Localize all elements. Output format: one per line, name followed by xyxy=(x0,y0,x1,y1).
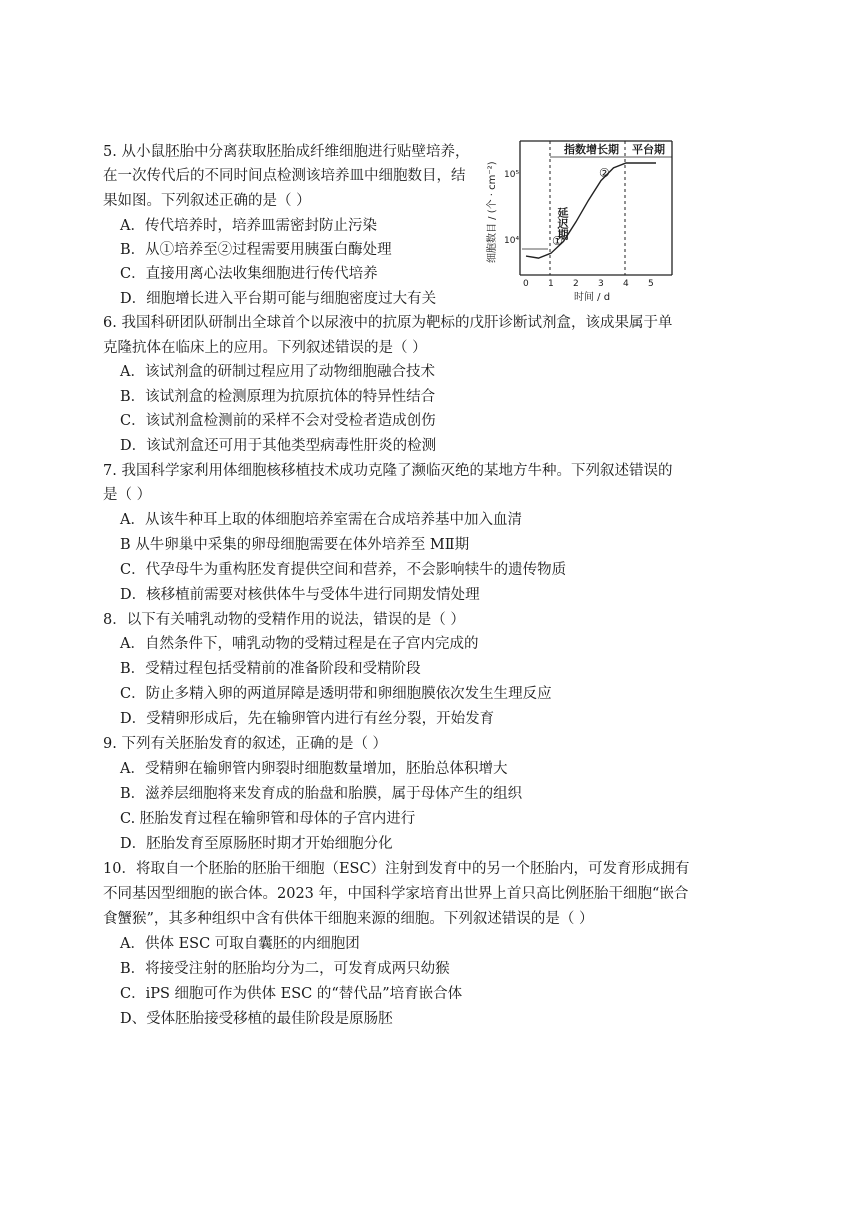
q7-stem-line-2: 是（ ） xyxy=(103,487,152,503)
phase-label-plateau: 平台期 xyxy=(632,143,665,156)
q6-option-c: C．该试剂盒检测前的采样不会对受检者造成创伤 xyxy=(120,413,436,429)
q9-option-c: C. 胚胎发育过程在输卵管和母体的子宫内进行 xyxy=(120,811,416,827)
q10-option-a: A．供体 ESC 可取自囊胚的内细胞团 xyxy=(120,936,360,952)
x-tick-label: 1 xyxy=(548,279,554,289)
y-axis-label: 细胞数目 / (个 · cm⁻²) xyxy=(487,161,498,263)
q8-stem: 8．以下有关哺乳动物的受精作用的说法，错误的是（ ） xyxy=(103,612,465,628)
x-tick-label: 4 xyxy=(623,279,629,289)
x-tick-label: 0 xyxy=(523,279,529,289)
q6-stem-line-1: 6. 我国科研团队研制出全球首个以尿液中的抗原为靶标的戊肝诊断试剂盒，该成果属于单 xyxy=(103,315,673,331)
q8-option-d: D．受精卵形成后，先在输卵管内进行有丝分裂，开始发育 xyxy=(120,711,495,727)
q5-option-d: D．细胞增长进入平台期可能与细胞密度过大有关 xyxy=(120,291,437,307)
x-tick-label: 2 xyxy=(573,279,579,289)
q8-option-b: B．受精过程包括受精前的准备阶段和受精阶段 xyxy=(120,661,421,677)
q8-option-c: C．防止多精入卵的两道屏障是透明带和卵细胞膜依次发生生理反应 xyxy=(120,686,552,702)
q5-option-c: C．直接用离心法收集细胞进行传代培养 xyxy=(120,266,378,282)
x-tick-label: 3 xyxy=(598,279,604,289)
q5-option-a: A．传代培养时，培养皿需密封防止污染 xyxy=(120,218,377,234)
q7-stem-line-1: 7. 我国科学家利用体细胞核移植技术成功克隆了濒临灭绝的某地方牛种。下列叙述错误的 xyxy=(103,463,673,479)
phase-label-exponential: 指数增长期 xyxy=(564,143,619,156)
q7-option-c: C．代孕母牛为重构胚发育提供空间和营养，不会影响犊牛的遗传物质 xyxy=(120,562,567,578)
q7-option-a: A．从该牛种耳上取的体细胞培养室需在合成培养基中加入血清 xyxy=(120,512,522,528)
x-axis-label: 时间 / d xyxy=(574,292,611,303)
q8-option-a: A．自然条件下，哺乳动物的受精过程是在子宫内完成的 xyxy=(120,636,479,652)
q5-stem-line-3: 果如图。下列叙述正确的是（ ） xyxy=(103,193,311,209)
q7-option-b: B 从牛卵巢中采集的卵母细胞需要在体外培养至 MⅡ期 xyxy=(120,537,470,553)
q10-stem-line-2: 不同基因型细胞的嵌合体。2023 年，中国科学家培育出世界上首只高比例胚胎干细胞“嵌合 xyxy=(103,886,689,902)
q10-option-c: C．iPS 细胞可作为供体 ESC 的“替代品”培育嵌合体 xyxy=(120,986,463,1002)
q10-stem-line-3: 食蟹猴”，其多种组织中含有供体干细胞来源的细胞。下列叙述错误的是（ ） xyxy=(103,911,594,927)
q10-option-b: B．将接受注射的胚胎均分为二，可发育成两只幼猴 xyxy=(120,961,450,977)
q9-option-b: B．滋养层细胞将来发育成的胎盘和胎膜，属于母体产生的组织 xyxy=(120,786,523,802)
q6-stem-line-2: 克隆抗体在临床上的应用。下列叙述错误的是（ ） xyxy=(103,340,427,356)
q5-option-b: B．从①培养至②过程需要用胰蛋白酶处理 xyxy=(120,242,392,258)
phase-label-lag: 延迟期 xyxy=(536,207,569,220)
q9-option-d: D．胚胎发育至原肠胚时期才开始细胞分化 xyxy=(120,836,393,852)
q10-stem-line-1: 10．将取自一个胚胎的胚胎干细胞（ESC）注射到发育中的另一个胚胎内，可发育形成拥有 xyxy=(103,861,690,877)
q5-stem-line-1: 5. 从小鼠胚胎中分离获取胚胎成纤维细胞进行贴壁培养， xyxy=(103,144,470,160)
y-tick-1e4: 10⁴ xyxy=(504,236,520,246)
q9-option-a: A．受精卵在输卵管内卵裂时细胞数量增加，胚胎总体积增大 xyxy=(120,761,508,777)
q10-option-d: D、受体胚胎接受移植的最佳阶段是原肠胚 xyxy=(120,1011,393,1027)
q6-option-b: B．该试剂盒的检测原理为抗原抗体的特异性结合 xyxy=(120,389,436,405)
point-label-1: ① xyxy=(552,234,563,248)
x-tick-label: 5 xyxy=(648,279,654,289)
q6-option-a: A．该试剂盒的研制过程应用了动物细胞融合技术 xyxy=(120,364,435,380)
q7-option-d: D．核移植前需要对核供体牛与受体牛进行同期发情处理 xyxy=(120,587,480,603)
q6-option-d: D．该试剂盒还可用于其他类型病毒性肝炎的检测 xyxy=(120,438,437,454)
point-label-2: ② xyxy=(599,166,610,180)
y-tick-1e5: 10⁵ xyxy=(504,170,520,180)
q9-stem: 9. 下列有关胚胎发育的叙述，正确的是（ ） xyxy=(103,736,388,752)
q5-stem-line-2: 在一次传代后的不同时间点检测该培养皿中细胞数目，结 xyxy=(103,168,466,184)
growth-curve-chart xyxy=(482,133,677,303)
